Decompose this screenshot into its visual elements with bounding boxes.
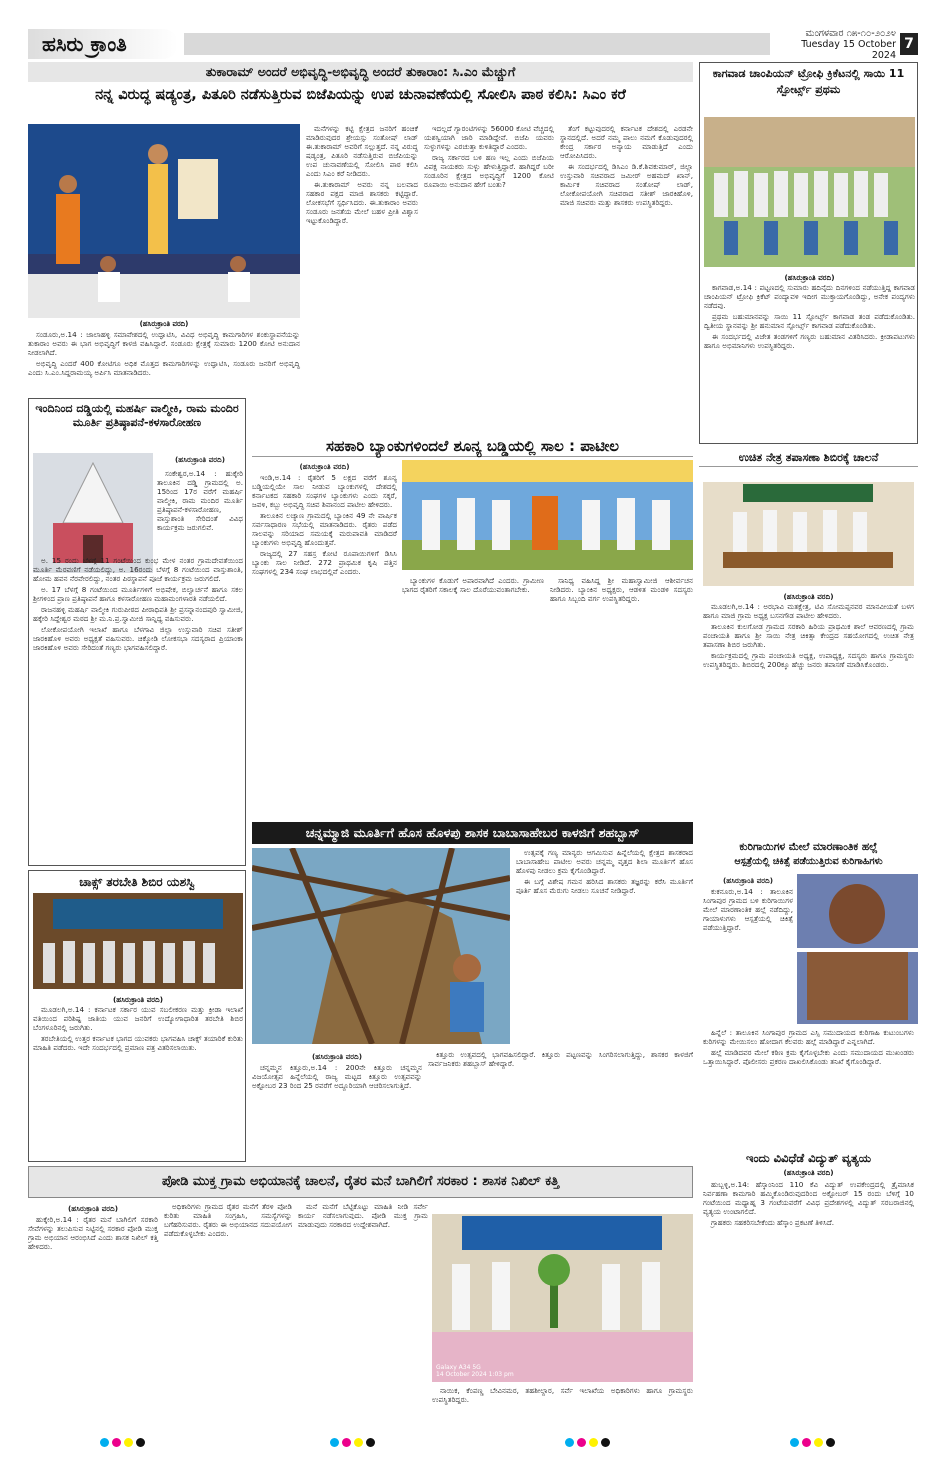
- chalk-paragraph: ಮೂಡಲಗಿ,ಅ.14 : ಕರ್ನಾಟಕ ಸರ್ಕಾರ ಯುವ ಸಬಲೀಕರಣ ಮತ್ತು ಕ್ರೀಡಾ ಇಲಾಖೆ ವತಿಯಿಂದ ಪರಿಶಿಷ್ಟ ಜಾತಿಯ ಯುವ ಜನರಿಗೆ ಉದ್ಯೋಗಾಧಾರಿತ ತರಬೇತಿ ಶಿಬಿರ ಬೆಂಗಳೂರಿನಲ್ಲಿ ಜರುಗಿತು.: [33, 1005, 243, 1032]
- lead-story: [28, 62, 693, 392]
- yellow-dot: [354, 1438, 363, 1447]
- date-kannada: ಮಂಗಳವಾರ ೧೫-೧೦-೨೦೨೪: [805, 27, 896, 39]
- lead-paragraph: ಈ ಸಂದರ್ಭದಲ್ಲಿ ಡಿಸಿಎಂ ಡಿ.ಕೆ.ಶಿವಕುಮಾರ್, ಜಿಲ್ಲಾ ಉಸ್ತುವಾರಿ ಸಚಿವರಾದ ಜಮೀರ್ ಅಹಮದ್ ಖಾನ್, ಕಾರ್ಮಿಕ ಸಚಿವರಾದ ಸಂತೋಷ್ ಲಾಡ್, ಲೋಕೋಪಯೋಗಿ ಸಚಿವರಾದ ಸತೀಶ್ ಜಾರಕಿಹೊಳಿ, ಮಾಜಿ ಸಚಿವರು ಮತ್ತು ಶಾಸಕರು ಉಪಸ್ಥಿತರಿದ್ದರು.: [560, 162, 693, 207]
- chennamma-story: [252, 822, 693, 1158]
- bank-paragraph: ಬ್ಯಾಂಕುಗಳ ಕೊಡುಗೆ ಅಪಾರವಾಗಿದೆ ಎಂದರು. ಗ್ರಾಮೀಣ ಭಾಗದ ರೈತರಿಗೆ ಸಕಾಲಕ್ಕೆ ಸಾಲ ದೊರೆಯುವಂತಾಗಬೇಕು.: [402, 576, 544, 594]
- bank-paragraph: ಸಾನಿಧ್ಯ ವಹಿಸಿದ್ದ ಶ್ರೀ ಮಹಾಸ್ವಾಮೀಜಿ ಆಶೀರ್ವಚನ ನೀಡಿದರು. ಬ್ಯಾಂಕಿನ ಅಧ್ಯಕ್ಷರು, ಆಡಳಿತ ಮಂಡಳಿ ಸದಸ್ಯರು ಹಾಗೂ ಸಿಬ್ಬಂದಿ ವರ್ಗ ಉಪಸ್ಥಿತರಿದ್ದರು.: [550, 576, 693, 603]
- bank-byline: (ಹಸಿರುಕ್ರಾಂತಿ ವರದಿ): [299, 462, 350, 471]
- eye-paragraph: ತಾಲೂಕಿನ ಕುಲಗೋಡ ಗ್ರಾಮದ ಸರಕಾರಿ ಹಿರಿಯ ಪ್ರಾಥಮಿಕ ಶಾಲೆ ಆವರಣದಲ್ಲಿ ಗ್ರಾಮ ಪಂಚಾಯತಿ ಹಾಗೂ ಶ್ರೀ ಸಾಯಿ ನೇತ್ರ ಚಿಕಿತ್ಸಾ ಕೇಂದ್ರದ ಸಹಯೋಗದಲ್ಲಿ ಉಚಿತ ನೇತ್ರ ತಪಾಸಣಾ ಶಿಬಿರ ಜರುಗಿತು.: [703, 622, 914, 649]
- eye-headline: ಉಚಿತ ನೇತ್ರ ತಪಾಸಣಾ ಶಿಬಿರಕ್ಕೆ ಚಾಲನೆ: [699, 450, 918, 467]
- lead-paragraph: ತೆಂಗೆ ಕಟ್ಟುವುದರಲ್ಲಿ ಕರ್ನಾಟಕ ದೇಶದಲ್ಲಿ ಎರಡನೇ ಸ್ಥಾನದಲ್ಲಿದೆ. ಅದರೆ ನಮ್ಮ ಪಾಲು ನಮಗೆ ಕೊಡುವುದರಲ್ಲಿ ಕೇಂದ್ರ ಸರ್ಕಾರ ಅನ್ಯಾಯ ಮಾಡುತ್ತಿದೆ ಎಂದು ಆರೋಪಿಸಿದರು.: [560, 124, 693, 160]
- masthead: [28, 28, 918, 60]
- chennamma-paragraph: ಕಿತ್ತೂರು ಉತ್ಸವದಲ್ಲಿ ಭಾಗವಹಿಸಲಿದ್ದಾರೆ. ಕಿತ್ತೂರು ಪಟ್ಟಣವನ್ನು ಸಿಂಗರಿಸಲಾಗುತ್ತಿದ್ದು, ಶಾಸಕರ ಕಾಳಜಿಗೆ ಸಾರ್ವಜನಿಕರು ಶಹಬ್ಬಾಸ್ ಹೇಳಿದ್ದಾರೆ.: [428, 1050, 693, 1068]
- power-story: [699, 1150, 918, 1425]
- lead-paragraph: ಸಂಡೂರು,ಅ.14 : ಜಾಲಾಹಳ್ಳಿ ಸಮಾವೇಶದಲ್ಲಿ ಉದ್ಘಾಟಿಸಿ, ವಿವಿಧ ಅಭಿವೃದ್ಧಿ ಕಾಮಗಾರಿಗಳ ಶಂಕುಸ್ಥಾಪನೆಯನ್ನು ತುಕಾರಾಂ ಅವರು ಈ ಭಾಗ ಅಭಿವೃದ್ಧಿಗೆ ಕಾಳಜಿ ವಹಿಸಿದ್ದಾರೆ. ಸಂಡೂರು ಕ್ಷೇತ್ರಕ್ಕೆ ಸುಮಾರು 1200 ಕೋಟಿ ಅನುದಾನ ನೀಡಲಾಗಿದೆ.: [28, 330, 300, 357]
- sheep-text-lower: [703, 1028, 914, 1068]
- magenta-dot: [802, 1438, 811, 1447]
- lead-text-col3: [424, 124, 554, 191]
- cyan-dot: [330, 1438, 339, 1447]
- kagawad-paragraph: ಈ ಸಂದರ್ಭದಲ್ಲಿ ವಿಜೇತ ತಂಡಗಳಿಗೆ ಗಣ್ಯರು ಬಹುಮಾನ ವಿತರಿಸಿದರು. ಕ್ರೀಡಾಪಟುಗಳು ಹಾಗೂ ಅಭಿಮಾನಿಗಳು ಉಪಸ್ಥಿತರಿದ್ದರು.: [704, 332, 915, 350]
- kagawad-photo: [704, 117, 915, 267]
- lead-text-col2: [306, 124, 418, 227]
- chennamma-text-col1: [516, 848, 693, 897]
- lead-text-col4: [560, 124, 693, 209]
- injured-herders-image: [797, 874, 918, 1024]
- kagawad-paragraph: ಪ್ರಥಮ ಬಹುಮಾನವನ್ನು ಸಾಯಿ 11 ಸ್ಪೋರ್ಟ್ಸ್ ಕಾಗವಾಡ ತಂಡ ಪಡೆದುಕೊಂಡಿತು. ದ್ವಿತೀಯ ಸ್ಥಾನವನ್ನು ಶ್ರೀ ಹನುಮಾನ ಸ್ಪೋರ್ಟ್ಸ್ ಕಾಗವಾಡ ಪಡೆದುಕೊಂಡಿತು.: [704, 312, 915, 330]
- power-headline: ಇಂದು ವಿವಿಧೆಡೆ ವಿದ್ಯುತ್ ವ್ಯತ್ಯಯ: [745, 1151, 872, 1165]
- podi-text-col2: [164, 1202, 292, 1240]
- chalk-story: [28, 870, 246, 1162]
- bank-text-col2: [402, 576, 544, 596]
- black-dot: [136, 1438, 145, 1447]
- magenta-dot: [112, 1438, 121, 1447]
- chalk-byline: (ಹಸಿರುಕ್ರಾಂತಿ ವರದಿ): [112, 995, 164, 1004]
- chennamma-headline: ಚನ್ನಮ್ಮಾಜಿ ಮೂರ್ತಿಗೆ ಹೊಸ ಹೊಳಪು ಶಾಸಕ ಬಾಬಾಸಾಹೇಬರ ಕಾಳಜಿಗೆ ಶಹಬ್ಬಾಸ್: [252, 822, 693, 844]
- date-english: Tuesday 15 October 2024: [801, 38, 896, 61]
- masthead-rule: [184, 33, 770, 55]
- sheep-subhead: ಆಸ್ಪತ್ರೆಯಲ್ಲಿ ಚಿಕಿತ್ಸೆ ಪಡೆಯುತ್ತಿರುವ ಕುರಿಗಾಹಿಗಳು: [734, 856, 883, 867]
- bank-felicitation-image: [402, 460, 693, 570]
- photo-timestamp: Galaxy A34 5G 14 October 2024 1:03 pm: [436, 1364, 514, 1378]
- sheep-paragraph: ಕುಕನೂರು,ಅ.14 : ತಾಲೂಕಿನ ಸಿಂಗಾಪುರ ಗ್ರಾಮದ ಬಳಿ ಕುರಿಗಾಯಿಗಳ ಮೇಲೆ ಮಾರಣಾಂತಿಕ ಹಲ್ಲೆ ನಡೆದಿದ್ದು, ಗಾಯಾಳುಗಳು ಆಸ್ಪತ್ರೆಯಲ್ಲಿ ಚಿಕಿತ್ಸೆ ಪಡೆಯುತ್ತಿದ್ದಾರೆ.: [703, 887, 793, 932]
- podi-text-col4: [432, 1386, 693, 1406]
- bank-headline: ಸಹಕಾರಿ ಬ್ಯಾಂಕುಗಳಿಂದಲೆ ಶೂನ್ಯ ಬಡ್ಡಿಯಲ್ಲಿ ಸಾಲ : ಪಾಟೀಲ: [252, 436, 693, 457]
- magenta-dot: [342, 1438, 351, 1447]
- power-paragraph: ಹುಬ್ಬಳ್ಳಿ,ಅ.14: ಹೆಸ್ಕಾಂನಿಂದ 110 ಕೆವಿ ವಿದ್ಯುತ್ ಉಪಕೇಂದ್ರದಲ್ಲಿ ತ್ರೈಮಾಸಿಕ ನಿರ್ವಹಣಾ ಕಾಮಗಾರಿ ಹಮ್ಮಿಕೊಂಡಿರುವುದರಿಂದ ಅಕ್ಟೋಬರ್ 15 ರಂದು ಬೆಳಿಗ್ಗೆ 10 ಗಂಟೆಯಿಂದ ಮಧ್ಯಾಹ್ನ 3 ಗಂಟೆಯವರೆಗೆ ವಿವಿಧ ಪ್ರದೇಶಗಳಲ್ಲಿ ವಿದ್ಯುತ್ ಸರಬರಾಜಿನಲ್ಲಿ ವ್ಯತ್ಯಯ ಉಂಟಾಗಲಿದೆ.: [703, 1180, 914, 1216]
- cricket-team-image: [704, 117, 915, 267]
- valmiki-paragraph: ಅ. 17 ಬೆಳಗ್ಗೆ 8 ಗಂಟೆಯಿಂದ ಮೂರ್ತಿಗಳಿಗೆ ಅಭಿಷೇಕ, ಬಿಲ್ವಾರ್ಚನೆ ಹಾಗೂ ಸಕಲ ಶ್ರೀಗಳಿಂದ ಪ್ರಾಣ ಪ್ರತಿಷ್ಠಾಪನೆ ಹಾಗೂ ಕಳಸಾರೋಹಣ ಮಹಾಮಂಗಳಾರತಿ ನಡೆಯಲಿದೆ.: [33, 585, 243, 603]
- lead-paragraph: ಮನೆಗಳನ್ನು ಕಟ್ಟಿ ಕ್ಷೇತ್ರದ ಜನರಿಗೆ ಹಂಚಿಕೆ ಮಾಡಿರುವುದರ ಶ್ರೇಯಸ್ಸು ಸಂತೋಷ್ ಲಾಡ್ ಈ.ತುಕಾರಾಮ್ ಅವರಿಗೆ ಸಲ್ಲುತ್ತದೆ. ನನ್ನ ವಿರುದ್ಧ ಷಡ್ಯಂತ್ರ, ಪಿತೂರಿ ನಡೆಸುತ್ತಿರುವ ಬಿಜೆಪಿಯನ್ನು ಉಪ ಚುನಾವಣೆಯಲ್ಲಿ ಸೋಲಿಸಿ ಪಾಠ ಕಲಿಸಿ ಎಂದು ಸಿಎಂ ಕರೆ ನೀಡಿದರು.: [306, 124, 418, 178]
- sheep-headline: ಕುರಿಗಾಯಿಗಳ ಮೇಲೆ ಮಾರಣಾಂತಿಕ ಹಲ್ಲೆ: [739, 841, 878, 853]
- lead-photo: [28, 124, 300, 318]
- bank-paragraph: ಇಂಡಿ,ಅ.14 : ರೈತರಿಗೆ 5 ಲಕ್ಷದ ವರೆಗೆ ಶೂನ್ಯ ಬಡ್ಡಿಯಲ್ಲಿಯೇ ಸಾಲ ನೀಡುವ ಬ್ಯಾಂಕುಗಳಲ್ಲಿ ದೇಶದಲ್ಲಿ ಕರ್ನಾಟಕದ ಸಹಕಾರಿ ಸಂಘಗಳ ಬ್ಯಾಂಕುಗಳು ಎಂದು ಸಕ್ಕರೆ, ಜವಳಿ, ಕಬ್ಬು ಅಭಿವೃದ್ಧಿ ಸಚಿವ ಶಿವಾನಂದ ಪಾಟೀಲ ಹೇಳಿದರು.: [252, 473, 397, 509]
- chennamma-paragraph: ಉತ್ಸವಕ್ಕೆ ಗಣ್ಯ ಮಾನ್ಯರು ಆಗಮಿಸುವ ಹಿನ್ನೆಲೆಯಲ್ಲಿ ಕ್ಷೇತ್ರದ ಶಾಸಕರಾದ ಬಾಬಾಸಾಹೇಬ ಪಾಟೀಲ ಅವರು ಚನ್ನಮ್ಮ ವೃತ್ತದ ಶಿಲಾ ಮೂರ್ತಿಗೆ ಹೊಸ ಹೊಳಪು ನೀಡಲು ಕ್ರಮ ಕೈಗೊಂಡಿದ್ದಾರೆ.: [516, 848, 693, 875]
- chalk-photo: [33, 893, 243, 989]
- cyan-dot: [565, 1438, 574, 1447]
- cyan-dot: [790, 1438, 799, 1447]
- kagawad-paragraph: ಕಾಗವಾಡ,ಅ.14 : ಪಟ್ಟಣದಲ್ಲಿ ಸುಮಾರು ಹದಿನೈದು ದಿನಗಳಿಂದ ನಡೆಯುತ್ತಿದ್ದ ಕಾಗವಾಡ ಚಾಂಪಿಯನ್ ಟ್ರೋಫಿ ಕ್ರಿಕೆಟ್ ಪಂದ್ಯಾವಳಿ ಇದೀಗ ಮುಕ್ತಾಯಗೊಂಡಿದ್ದು, ಅನೇಕ ಪಂದ್ಯಗಳು ನಡೆದವು.: [704, 283, 915, 310]
- eye-photo: [703, 482, 914, 586]
- lead-paragraph: ಅಭಿವೃದ್ಧಿ ಎಂದರೆ 400 ಕೋಟಿಗೂ ಅಧಿಕ ಮೊತ್ತದ ಕಾಮಗಾರಿಗಳನ್ನು ಉದ್ಘಾಟಿಸಿ, ಸಂಡೂರು ಜನರಿಗೆ ಅಭಿವೃದ್ಧಿ ಎಂದು ಸಿ.ಎಂ.ಸಿದ್ದರಾಮಯ್ಯ ಅರ್ಪಿಸಿ ಮಾತನಾಡಿದರು.: [28, 359, 300, 377]
- sapling-planting-image: [432, 1214, 693, 1382]
- kagawad-byline: (ಹಸಿರುಕ್ರಾಂತಿ ವರದಿ): [784, 273, 835, 282]
- lead-kicker: ತುಕಾರಾಮ್ ಅಂದರೆ ಅಭಿವೃದ್ಧಿ-ಅಭಿವೃದ್ಧಿ ಅಂದರೆ ತುಕಾರಾಂ: ಸಿ.ಎಂ ಮೆಚ್ಚುಗೆ: [28, 62, 693, 82]
- lead-byline: (ಹಸಿರುಕ್ರಾಂತಿ ವರದಿ): [139, 320, 189, 328]
- power-text: [699, 1180, 918, 1227]
- kagawad-text: [704, 283, 915, 352]
- eye-text: [703, 602, 914, 671]
- eye-paragraph: ಮೂಡಲಗಿ,ಅ.14 : ಅರಭಾವಿ ಮತಕ್ಷೇತ್ರ, ಟಿವಿ ಸೋಮಪ್ಪನವರ ಮಾನವೀಯತೆ ಬಳಗ ಹಾಗೂ ಮಾಜಿ ಗ್ರಾಮ ಅಧ್ಯಕ್ಷ ಬಸನಗೌಡ ಪಾಟೀಲ ಹೇಳಿದರು.: [703, 602, 914, 620]
- eye-byline: (ಹಸಿರುಕ್ರಾಂತಿ ವರದಿ): [783, 592, 834, 601]
- chalk-paragraph: ತರಬೇತಿಯಲ್ಲಿ ಉತ್ತರ ಕರ್ನಾಟಕ ಭಾಗದ ಯುವಕರು ಭಾಗವಹಿಸಿ ಚಾಕ್ಸ್ ತಯಾರಿಕೆ ಕುರಿತು ಮಾಹಿತಿ ಪಡೆದರು. ಇದೇ ಸಂದರ್ಭದಲ್ಲಿ ಪ್ರಮಾಣ ಪತ್ರ ವಿತರಿಸಲಾಯಿತು.: [33, 1034, 243, 1052]
- valmiki-text: [157, 453, 243, 466]
- registration-dots-right: [565, 1438, 610, 1447]
- eye-paragraph: ಕಾರ್ಯಕ್ರಮದಲ್ಲಿ ಗ್ರಾಮ ಪಂಚಾಯತಿ ಅಧ್ಯಕ್ಷ, ಉಪಾಧ್ಯಕ್ಷ, ಸದಸ್ಯರು ಹಾಗೂ ಗ್ರಾಮಸ್ಥರು ಉಪಸ್ಥಿತರಿದ್ದರು. ಶಿಬಿರದಲ್ಲಿ 200ಕ್ಕೂ ಹೆಚ್ಚು ಜನರು ತಪಾಸಣೆ ಮಾಡಿಸಿಕೊಂಡರು.: [703, 651, 914, 669]
- sheep-paragraph: ಹಲ್ಲೆ ಮಾಡಿದವರ ಮೇಲೆ ಕಠಿಣ ಕ್ರಮ ಕೈಗೊಳ್ಳಬೇಕು ಎಂದು ಸಮುದಾಯದ ಮುಖಂಡರು ಒತ್ತಾಯಿಸಿದ್ದಾರೆ. ಪೊಲೀಸರು ಪ್ರಕರಣ ದಾಖಲಿಸಿಕೊಂಡು ತನಿಖೆ ಕೈಗೊಂಡಿದ್ದಾರೆ.: [703, 1048, 914, 1066]
- paper-title: ಹಸಿರು ಕ್ರಾಂತಿ: [28, 29, 178, 59]
- power-paragraph: ಗ್ರಾಹಕರು ಸಹಕರಿಸಬೇಕೆಂದು ಹೆಸ್ಕಾಂ ಪ್ರಕಟಣೆ ತಿಳಿಸಿದೆ.: [711, 1218, 835, 1227]
- bank-paragraph: ರಾಜ್ಯದಲ್ಲಿ 27 ಸಹಸ್ರ ಕೋಟಿ ರೂಪಾಯಿಗಳಿಗೆ ಡಿಸಿಸಿ ಬ್ಯಾಂಕು ಸಾಲ ನೀಡಿದೆ. 272 ಪ್ರಾಥಮಿಕ ಕೃಷಿ ಪತ್ತಿನ ಸಂಘಗಳಲ್ಲಿ 234 ಸಂಘ ಲಾಭದಲ್ಲಿವೆ ಎಂದರು.: [252, 549, 397, 576]
- valmiki-body: [33, 469, 243, 654]
- sheep-byline: (ಹಸಿರುಕ್ರಾಂತಿ ವರದಿ): [722, 876, 774, 885]
- valmiki-story: [28, 398, 246, 866]
- podi-byline: (ಹಸಿರುಕ್ರಾಂತಿ ವರದಿ): [67, 1204, 119, 1213]
- training-group-image: [33, 893, 243, 989]
- sheep-text: [703, 874, 793, 934]
- bank-photo: [402, 460, 693, 570]
- chalk-text: [33, 1005, 243, 1054]
- registration-dots-left: [100, 1438, 145, 1447]
- sheep-photo: [797, 874, 918, 1024]
- yellow-dot: [814, 1438, 823, 1447]
- statue-restoration-image: [252, 848, 510, 1044]
- podi-story: [28, 1166, 693, 1434]
- podi-text-col3: [298, 1202, 428, 1231]
- chennamma-paragraph: ಚನ್ನಮ್ಮನ ಕಿತ್ತೂರು,ಅ.14 : 200ನೇ ಕಿತ್ತೂರು ಚನ್ನಮ್ಮನ ವಿಜಯೋತ್ಸವ ಹಿನ್ನೆಲೆಯಲ್ಲಿ ರಾಜ್ಯ ಮಟ್ಟದ ಕಿತ್ತೂರು ಉತ್ಸವವನ್ನು ಅಕ್ಟೋಬರ 23 ರಿಂದ 25 ರವರೆಗೆ ಅದ್ದೂರಿಯಾಗಿ ಆಚರಿಸಲಾಗುತ್ತಿದೆ.: [252, 1063, 422, 1090]
- registration-dots-center: [330, 1438, 375, 1447]
- eye-camp-image: [703, 482, 914, 586]
- lead-headline: ನನ್ನ ವಿರುದ್ಧ ಷಡ್ಯಂತ್ರ, ಪಿತೂರಿ ನಡೆಸುತ್ತಿರುವ ಬಿಜೆಪಿಯನ್ನು ಉಪ ಚುನಾವಣೆಯಲ್ಲಿ ಸೋಲಿಸಿ ಪಾಠ ಕಲಿಸಿ: ಸಿಎಂ ಕರೆ: [95, 87, 626, 103]
- valmiki-byline: (ಹಸಿರುಕ್ರಾಂತಿ ವರದಿ): [174, 455, 226, 464]
- yellow-dot: [589, 1438, 598, 1447]
- lead-paragraph: ಈ.ತುಕಾರಾಮ್ ಅವರು ನನ್ನ ಬಲವಾದ ಸಹಕಾರ ಪಕ್ಷದ ಮಾಜಿ ಶಾಸಕರು ಕಟ್ಟಿದ್ದಾರೆ. ಲೋಕಸಭೆಗೆ ಸ್ಪರ್ಧಿಸಿದರು. ಈ.ತುಕಾರಾಂ ಅವರು ಸಂಡೂರು ಜನತೆಯ ಮೇಲೆ ಬಹಳ ಪ್ರೀತಿ ವಿಶ್ವಾಸ ಇಟ್ಟುಕೊಂಡಿದ್ದಾರೆ.: [306, 180, 418, 225]
- registration-dots-far-right: [790, 1438, 835, 1447]
- black-dot: [366, 1438, 375, 1447]
- sheep-story: [699, 840, 918, 1148]
- kagawad-story: [699, 62, 918, 444]
- chennamma-photo: [252, 848, 510, 1044]
- sheep-paragraph: ಹಿನ್ನೆಲೆ : ತಾಲೂಕಿನ ಸಿಂಗಾಪುರ ಗ್ರಾಮದ ಎಸ್ಸಿ ಸಮುದಾಯದ ಕುರಿಗಾಹಿ ಕುಟುಂಬಗಳು ಕುರಿಗಳನ್ನು ಮೇಯಿಸಲು ಹೋದಾಗ ಕೆಲವರು ಹಲ್ಲೆ ಮಾಡಿದ್ದಾರೆ ಎನ್ನಲಾಗಿದೆ.: [703, 1028, 914, 1046]
- podi-paragraph: ಅಧಿಕಾರಿಗಳು ಗ್ರಾಮದ ರೈತರ ಮನೆಗೆ ತೆರಳಿ ಪೋಡಿ ಕುರಿತು ಮಾಹಿತಿ ಸಂಗ್ರಹಿಸಿ, ಸಮಸ್ಯೆಗಳನ್ನು ಬಗೆಹರಿಸುವರು. ರೈತರು ಈ ಅಭಿಯಾನದ ಸದುಪಯೋಗ ಪಡೆದುಕೊಳ್ಳಬೇಕು ಎಂದರು.: [164, 1202, 292, 1238]
- chennamma-text-col3: [428, 1050, 693, 1070]
- bank-text-col1: [252, 460, 397, 578]
- chennamma-text-col2: [252, 1050, 422, 1092]
- valmiki-paragraph: ಲೋಕೋಪಯೋಗಿ ಇಲಾಖೆ ಹಾಗೂ ಬೆಳಗಾವಿ ಜಿಲ್ಲಾ ಉಸ್ತುವಾರಿ ಸಚಿವ ಸತೀಶ್ ಜಾರಕಿಹೊಳಿ ಅವರು ಅಧ್ಯಕ್ಷತೆ ವಹಿಸುವರು. ಚಿಕ್ಕೋಡಿ ಲೋಕಸಭಾ ಸದಸ್ಯರಾದ ಪ್ರಿಯಾಂಕಾ ಜಾರಕಿಹೊಳಿ ಅವರು ಸೇರಿದಂತೆ ಗಣ್ಯರು ಭಾಗವಹಿಸಲಿದ್ದಾರೆ.: [33, 625, 243, 652]
- podi-headline: ಪೋಡಿ ಮುಕ್ತ ಗ್ರಾಮ ಅಭಿಯಾನಕ್ಕೆ ಚಾಲನೆ, ರೈತರ ಮನೆ ಬಾಗಿಲಿಗೆ ಸರಕಾರ : ಶಾಸಕ ನಿಖಿಲ್ ಕತ್ತಿ: [28, 1166, 693, 1198]
- magenta-dot: [577, 1438, 586, 1447]
- power-byline: (ಹಸಿರುಕ್ರಾಂತಿ ವರದಿ): [783, 1168, 834, 1177]
- yellow-dot: [124, 1438, 133, 1447]
- podi-paragraph: ಮನೆ ಮನೆಗೆ ಬೆಟ್ಟಿಕೊಟ್ಟು ಮಾಹಿತಿ ನೀಡಿ ಸರ್ವೇ ಕಾರ್ಯ ನಡೆಸಲಾಗುವುದು. ಪೋಡಿ ಮುಕ್ತ ಗ್ರಾಮ ಮಾಡುವುದು ಸರಕಾರದ ಉದ್ದೇಶವಾಗಿದೆ.: [298, 1202, 428, 1229]
- bank-text-col3: [550, 576, 693, 605]
- lead-text-col1: [28, 330, 300, 379]
- podi-text-col1: [28, 1202, 158, 1253]
- issue-date: [776, 28, 896, 61]
- bank-story: [252, 436, 693, 816]
- cyan-dot: [100, 1438, 109, 1447]
- valmiki-paragraph: ರಾಜನಹಳ್ಳಿ ಮಹರ್ಷಿ ವಾಲ್ಮೀಕಿ ಗುರುಪೀಠದ ಪೀಠಾಧಿಪತಿ ಶ್ರೀ ಪ್ರಸನ್ನಾನಂದಪುರಿ ಸ್ವಾಮೀಜಿ, ಹಕ್ಕೇರಿ ಸಿದ್ದೇಶ್ವರ ಮಠದ ಶ್ರೀ ಮ.ನಿ.ಪ್ರ.ಸ್ವಾಮೀಜಿ ಸಾನ್ನಿಧ್ಯ ವಹಿಸುವರು.: [33, 605, 243, 623]
- page-number: 7: [900, 33, 918, 55]
- valmiki-paragraph: ಅ. 15 ರಂದು ಬೆಳಗ್ಗೆ 11 ಗಂಟೆಯಿಂದ ಕುಂಭ ಮೇಳ ನಂತರ ಗ್ರಾಮದೇವತೆಯಿಂದ ಮೂರ್ತಿ ಮೆರವಣಿಗೆ ನಡೆಯಲಿದ್ದು, ಅ. 16ರಂದು ಬೆಳಗ್ಗೆ 8 ಗಂಟೆಯಿಂದ ವಾಸ್ತುಶಾಂತಿ, ಹೋಮ ಹವನ ನೆರವೇರಲಿದ್ದು, ನಂತರ ಪಿಠಸ್ಥಾಪನೆ ಪೂಜೆ ಕಾರ್ಯಕ್ರಮ ಜರುಗಲಿದೆ.: [33, 556, 243, 583]
- podi-photo: [432, 1214, 693, 1382]
- chennamma-paragraph: ಈ ಬಗ್ಗೆ ವಿಶೇಷ ಗಮನ ಹರಿಸಿದ ಶಾಸಕರು ತಜ್ಞರನ್ನು ಕರೆಸಿ ಮೂರ್ತಿಗೆ ಪೂರ್ತಿ ಹೊಸ ಮೆರುಗು ನೀಡಲು ಸೂಚನೆ ನೀಡಿದ್ದಾರೆ.: [516, 877, 693, 895]
- podi-paragraph: ಹುಕ್ಕೇರಿ,ಅ.14 : ರೈತರ ಮನೆ ಬಾಗಿಲಿಗೆ ಸರಕಾರಿ ಸೇವೆಗಳನ್ನು ತಲುಪಿಸುವ ನಿಟ್ಟಿನಲ್ಲಿ ಸರಕಾರ ಪೋಡಿ ಮುಕ್ತ ಗ್ರಾಮ ಅಭಿಯಾನ ಆರಂಭಿಸಿದೆ ಎಂದು ಶಾಸಕ ನಿಖಿಲ್ ಕತ್ತಿ ಹೇಳಿದರು.: [28, 1215, 158, 1251]
- lead-paragraph: ರಾಜ್ಯ ಸರ್ಕಾರದ ಬಳಿ ಹಣ ಇಲ್ಲ ಎಂದು ಬಿಜೆಪಿಯ ವಿಪಕ್ಷ ನಾಯಕರು ಸುಳ್ಳು ಹೇಳುತ್ತಿದ್ದಾರೆ. ಹಾಗಿದ್ದರೆ ಬರೀ ಸಂಡೂರಿನ ಕ್ಷೇತ್ರದ ಅಭಿವೃದ್ಧಿಗೆ 1200 ಕೋಟಿ ರೂಪಾಯಿ ಅನುದಾನ ಹೇಗೆ ಬಂತು?: [424, 153, 554, 189]
- chalk-headline: ಚಾಕ್ಸ್ ತರಬೇತಿ ಶಿಬಿರ ಯಶಸ್ವಿ: [79, 875, 195, 889]
- cm-stage-photo: [28, 124, 300, 318]
- chennamma-byline: (ಹಸಿರುಕ್ರಾಂತಿ ವರದಿ): [311, 1052, 363, 1061]
- kagawad-headline: ಕಾಗವಾಡ ಚಾಂಪಿಯನ್ ಟ್ರೋಫಿ ಕ್ರಿಕೆಟನಲ್ಲಿ ಸಾಯಿ 11 ಸ್ಪೋರ್ಟ್ಸ್ ಪ್ರಥಮ: [712, 67, 905, 96]
- black-dot: [601, 1438, 610, 1447]
- valmiki-paragraph: ಸಂಕೇಶ್ವರ,ಅ.14 : ಹುಕ್ಕೇರಿ ತಾಲೂಕಿನ ದಡ್ಡಿ ಗ್ರಾಮದಲ್ಲಿ ಅ. 15ರಿಂದ 17ರ ವರೆಗೆ ಮಹರ್ಷಿ ವಾಲ್ಮೀಕಿ, ರಾಮ ಮಂದಿರ ಮೂರ್ತಿ ಪ್ರತಿಷ್ಠಾಪನೆ-ಕಳಸಾರೋಹಣ, ವಾಸ್ತುಶಾಂತಿ ಸೇರಿದಂತೆ ವಿವಿಧ ಕಾರ್ಯಕ್ರಮ ಜರುಗಲಿವೆ.: [157, 469, 243, 532]
- black-dot: [826, 1438, 835, 1447]
- podi-paragraph: ನಾಯಿಕ, ಕೆಂಪಣ್ಣ ಬೇವಿನಮರ, ತಹಶೀಲ್ದಾರ, ಸರ್ವೆ ಇಲಾಖೆಯ ಅಧಿಕಾರಿಗಳು ಹಾಗೂ ಗ್ರಾಮಸ್ಥರು ಉಪಸ್ಥಿತರಿದ್ದರು.: [432, 1386, 693, 1404]
- lead-paragraph: ಇದಲ್ಲದೆ ಗ್ಯಾರಂಟಿಗಳನ್ನು 56000 ಕೋಟಿ ವೆಚ್ಚದಲ್ಲಿ ಯಶಸ್ವಿಯಾಗಿ ಜಾರಿ ಮಾಡಿದ್ದೇವೆ. ಬಿಜೆಪಿ ಯವರು ಸುಳ್ಳುಗಳನ್ನು ಎರಚುತ್ತಾ ಕುಳಿತಿದ್ದಾರೆ ಎಂದರು.: [424, 124, 554, 151]
- valmiki-headline: ಇಂದಿನಿಂದ ದಡ್ಡಿಯಲ್ಲಿ ಮಹರ್ಷಿ ವಾಲ್ಮೀಕಿ, ರಾಮ ಮಂದಿರ ಮೂರ್ತಿ ಪ್ರತಿಷ್ಠಾಪನೆ-ಕಳಸಾರೋಹಣ: [35, 402, 239, 429]
- eye-story: [699, 450, 918, 834]
- bank-paragraph: ತಾಲೂಕಿನ ಲಚ್ಯಾಣ ಗ್ರಾಮದಲ್ಲಿ ಬ್ಯಾಂಕಿನ 49 ನೇ ವಾರ್ಷಿಕ ಸರ್ವಸಾಧಾರಣ ಸಭೆಯಲ್ಲಿ ಮಾತನಾಡಿದರು. ರೈತರು ಪಡೆದ ಸಾಲವನ್ನು ಸರಿಯಾದ ಸಮಯಕ್ಕೆ ಮರುಪಾವತಿ ಮಾಡಿದರೆ ಬ್ಯಾಂಕುಗಳು ಅಭಿವೃದ್ಧಿ ಹೊಂದುತ್ತವೆ.: [252, 511, 397, 547]
